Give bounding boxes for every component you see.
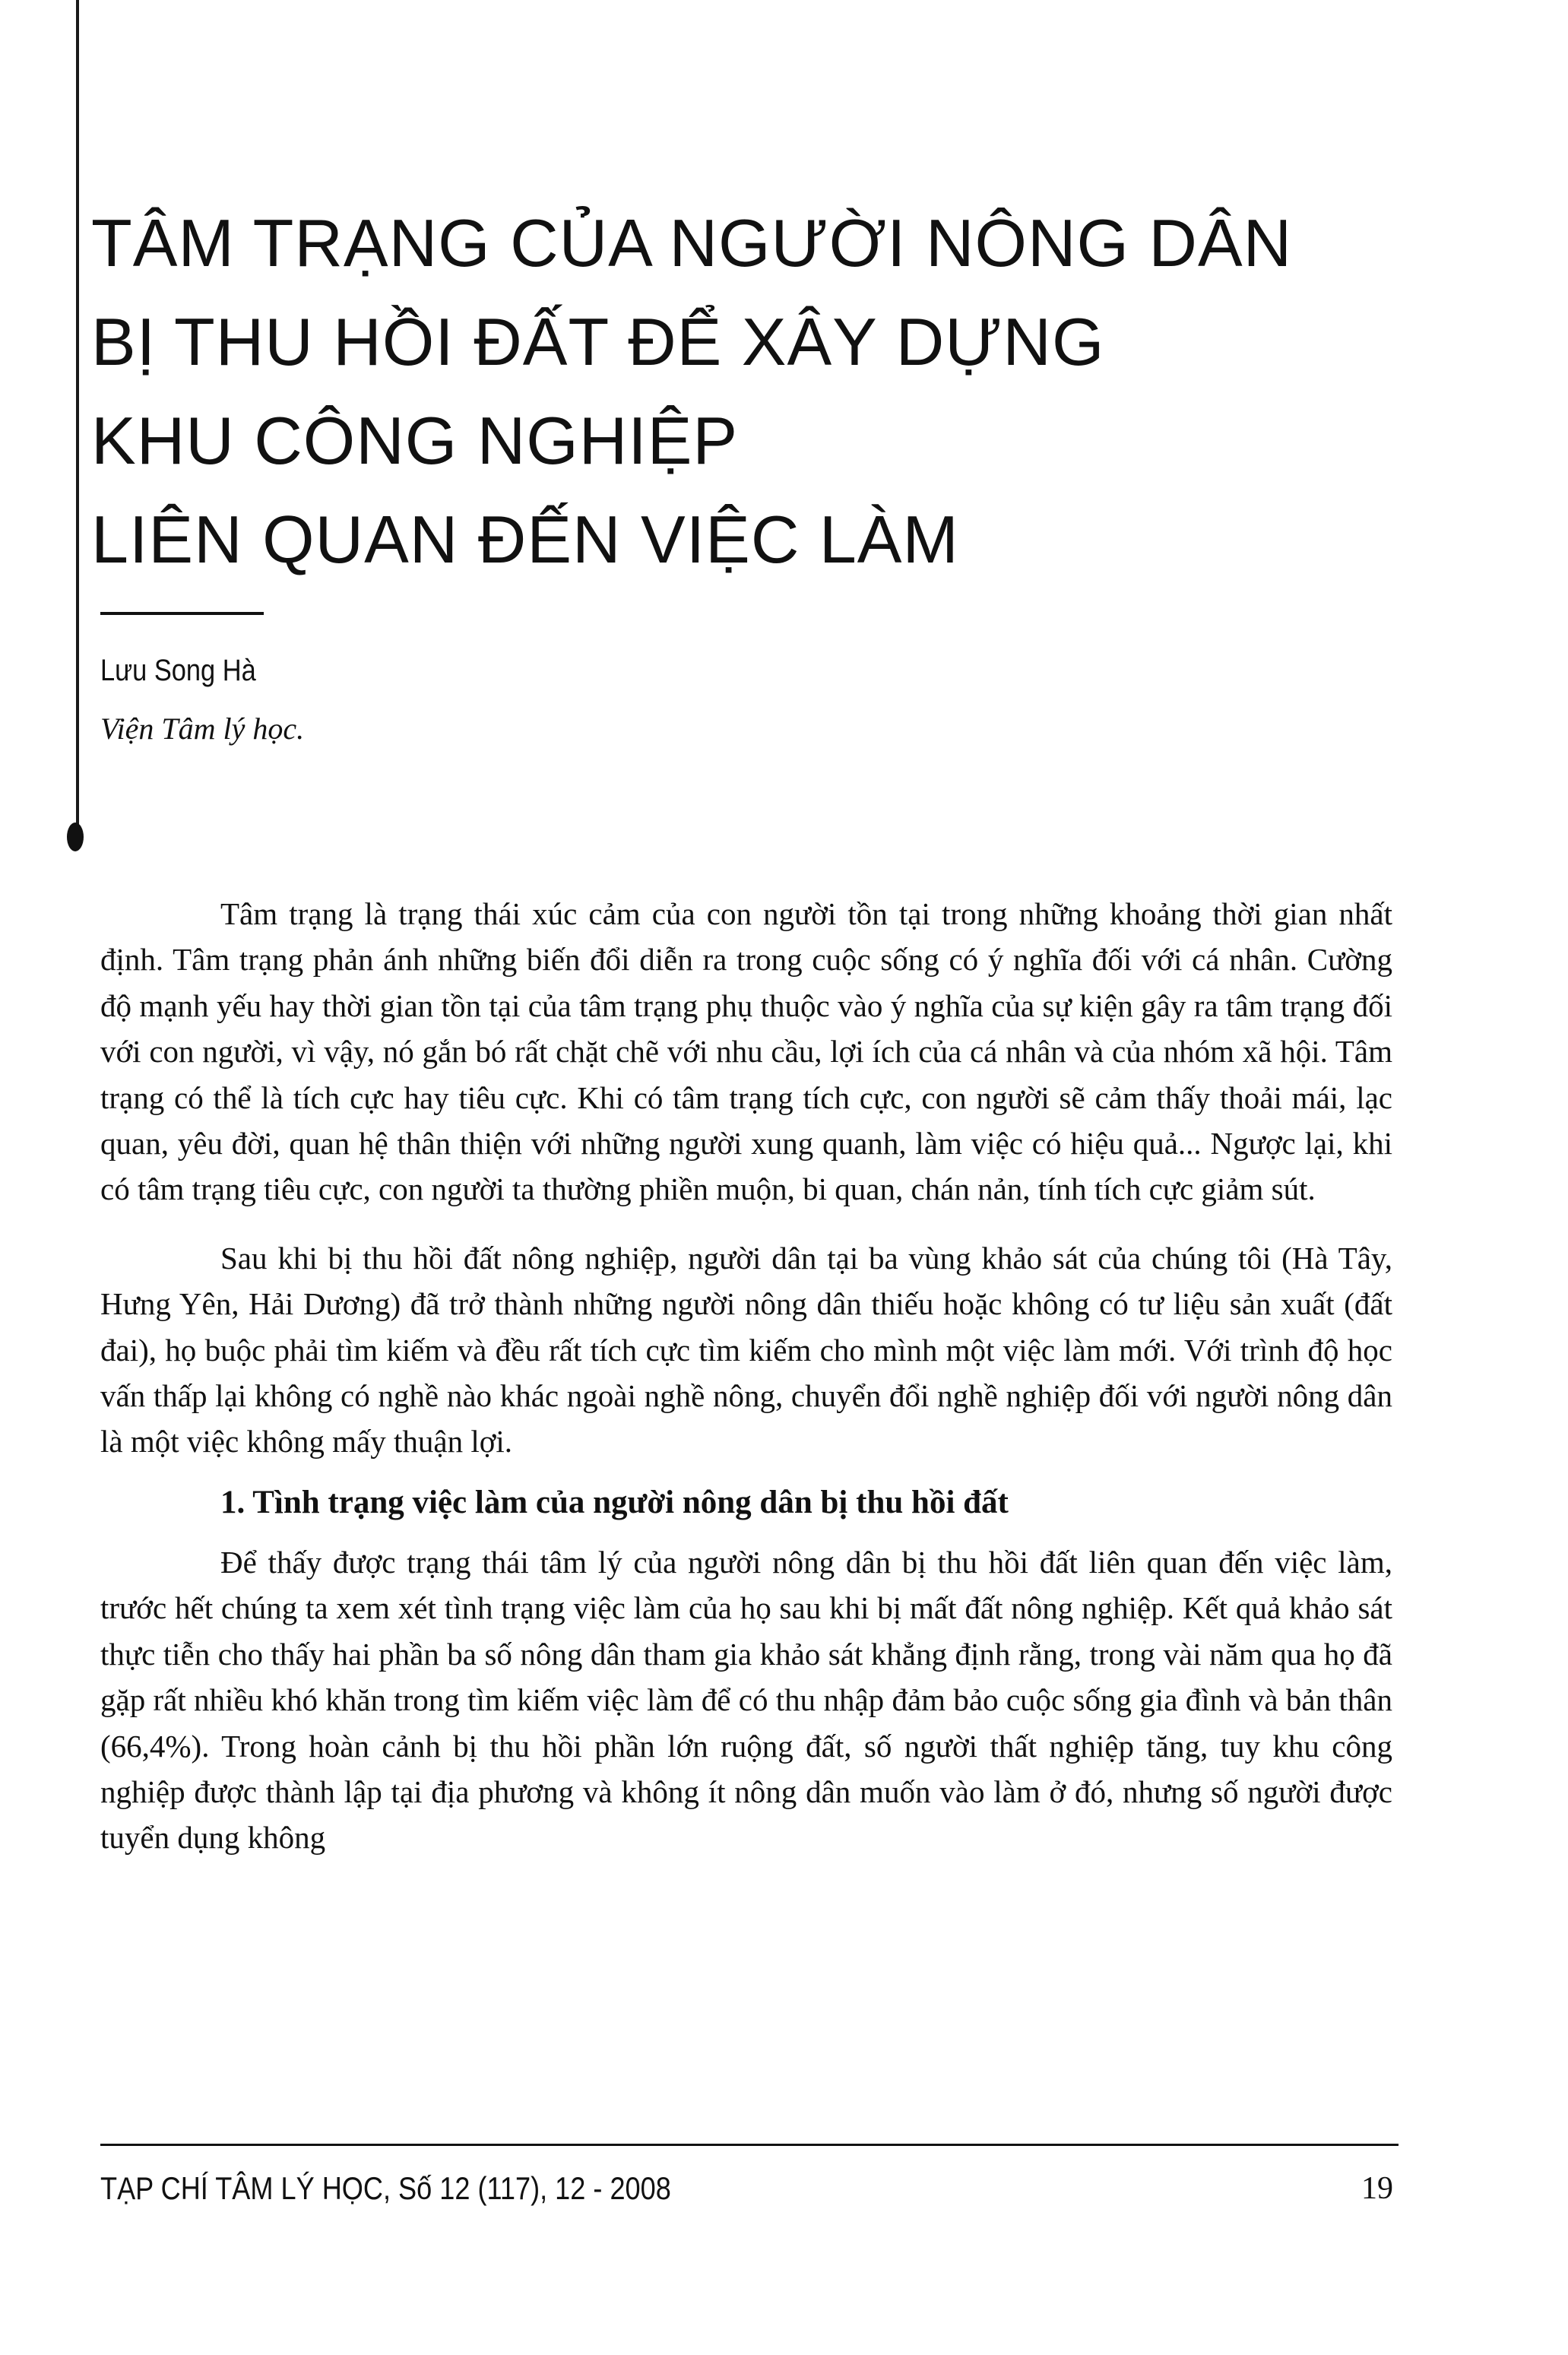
title-line: BỊ THU HỒI ĐẤT ĐỂ XÂY DỰNG [91,304,1105,379]
footer-divider [100,2144,1399,2146]
body-paragraph: Tâm trạng là trạng thái xúc cảm của con người tồn tại trong những khoảng thời gian nhất định. Tâm trạng phản ánh những biến đổi diễn ra trong cuộc sống có ý nghĩa đối với cá nhân. Cường độ mạnh yếu hay thời gian tồn tại của tâm trạng phụ thuộc vào ý nghĩa của sự kiện gây ra tâm trạng đối với con người, vì vậy, nó gắn bó rất chặt chẽ với nhu cầu, lợi ích của cá nhân và của nhóm xã hội. Tâm trạng có thể là tích cực hay tiêu cực. Khi có tâm trạng tích cực, con người sẽ cảm thấy thoải mái, lạc quan, yêu đời, quan hệ thân thiện với những người xung quanh, làm việc có hiệu quả... Ngược lại, khi có tâm trạng tiêu cực, con người ta thường phiền muộn, bi quan, chán nản, tính tích cực giảm sút. [100,896,1392,1207]
author-name: Lưu Song Hà [100,654,256,687]
page-number: 19 [1361,2171,1393,2206]
title-divider [100,612,264,615]
title-line: TÂM TRẠNG CỦA NGƯỜI NÔNG DÂN [91,205,1293,281]
margin-line [76,0,79,848]
section-paragraph: Để thấy được trạng thái tâm lý của người nông dân bị thu hồi đất liên quan đến việc làm, trước hết chúng ta xem xét tình trạng việc làm của họ sau khi bị mất đất nông nghiệp. Kết quả khảo sát thực tiễn cho thấy hai phần ba số nông dân tham gia khảo sát khẳng định rằng, trong vài năm qua họ đã gặp rất nhiều khó khăn trong tìm kiếm việc làm để có thu nhập đảm bảo cuộc sống gia đình và bản thân (66,4%). Trong hoàn cảnh bị thu hồi phần lớn ruộng đất, số người thất nghiệp tăng, tuy khu công nghiệp được thành lập tại địa phương và không ít nông dân muốn vào làm ở đó, nhưng số người được tuyển dụng không [100,1544,1392,1856]
body-paragraph: Sau khi bị thu hồi đất nông nghiệp, người dân tại ba vùng khảo sát của chúng tôi (Hà Tây, Hưng Yên, Hải Dương) đã trở thành những người nông dân thiếu hoặc không có tư liệu sản xuất (đất đai), họ buộc phải tìm kiếm và đều rất tích cực tìm kiếm cho mình một việc làm mới. Với trình độ học vấn thấp lại không có nghề nào khác ngoài nghề nông, chuyển đổi nghề nghiệp đối với người nông dân là một việc không mấy thuận lợi. [100,1240,1392,1460]
title-line: KHU CÔNG NGHIỆP [91,403,739,478]
section-heading: 1. Tình trạng việc làm của người nông dân bị thu hồi đất [220,1484,1009,1520]
margin-dot [67,823,84,851]
title-line: LIÊN QUAN ĐẾN VIỆC LÀM [91,502,959,577]
article-body [100,891,1392,1861]
article-title [91,194,1307,589]
author-affiliation: Viện Tâm lý học. [100,712,305,746]
journal-footer: TẠP CHÍ TÂM LÝ HỌC, Số 12 (117), 12 - 2008 [100,2170,671,2206]
